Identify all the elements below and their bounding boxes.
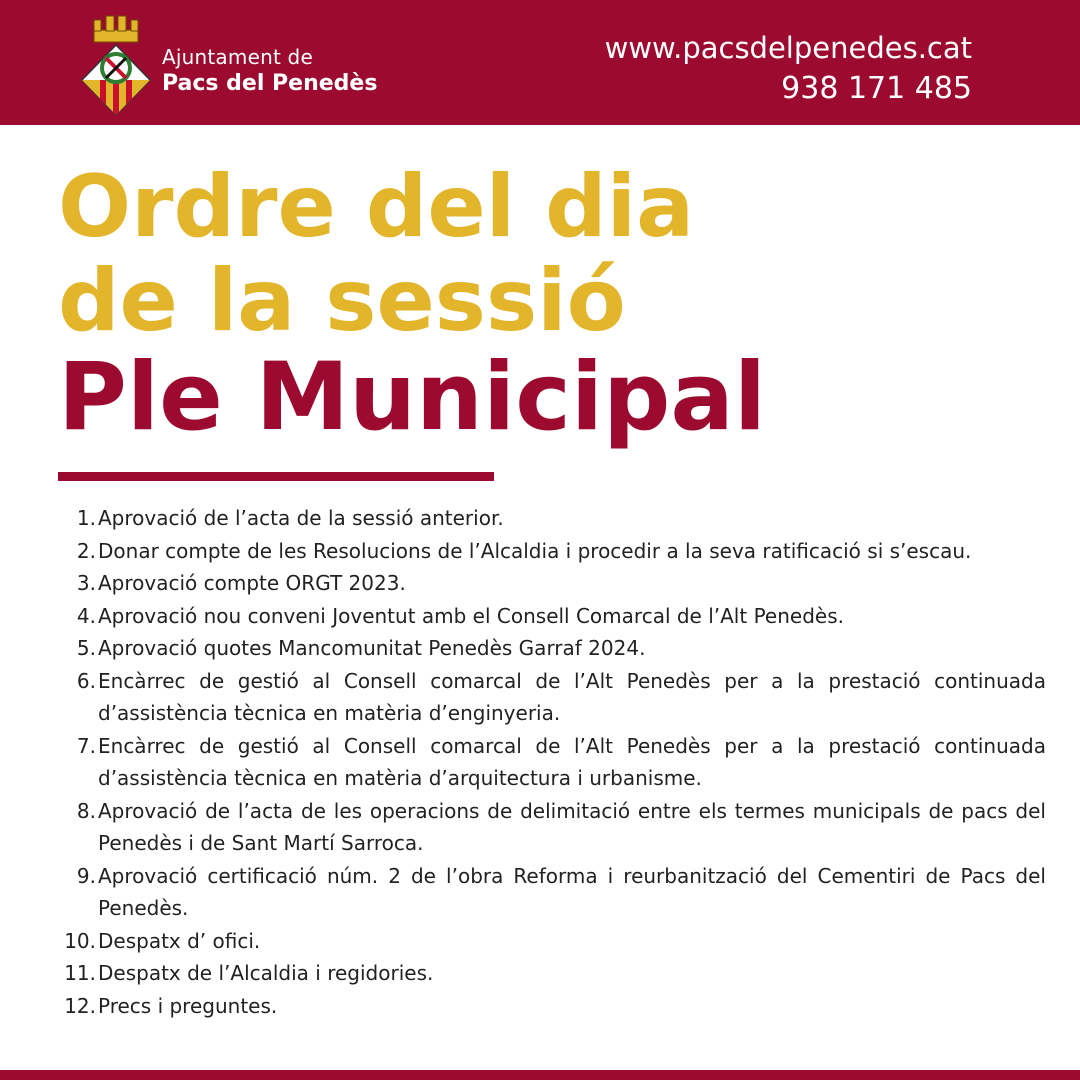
agenda-item xyxy=(58,632,1046,665)
agenda-item-text: Aprovació certificació núm. 2 de l’obra Reforma i reurbanització del Cementiri de Pacs del Penedès. xyxy=(98,863,1046,920)
agenda-item xyxy=(58,990,1046,1023)
agenda-item xyxy=(58,665,1046,730)
title-divider xyxy=(58,472,494,481)
org-name-line1: Ajuntament de xyxy=(162,45,313,69)
agenda-item-text: Precs i preguntes. xyxy=(98,993,278,1018)
agenda-item-number: 5. xyxy=(76,636,96,660)
agenda-item-text: Encàrrec de gestió al Consell comarcal de l’Alt Penedès per a la prestació continuada d’assistència tècnica en matèria d’enginyeria. xyxy=(98,668,1046,725)
footer-bar xyxy=(0,1070,1080,1080)
agenda-item xyxy=(58,795,1046,860)
agenda-item xyxy=(58,600,1046,633)
agenda-item-text: Aprovació quotes Mancomunitat Penedès Garraf 2024. xyxy=(98,636,646,660)
agenda-item-text: Aprovació compte ORGT 2023. xyxy=(98,571,406,595)
agenda-item-text: Despatx de l’Alcaldia i regidories. xyxy=(98,961,434,985)
page-title xyxy=(58,157,767,452)
agenda-item-number: 10. xyxy=(64,928,96,953)
agenda-item xyxy=(58,860,1046,925)
org-name-line2: Pacs del Penedès xyxy=(162,71,378,96)
agenda-item-text: Aprovació de l’acta de les operacions de delimitació entre els termes municipals de pacs del Penedès i de Sant Martí Sarroca. xyxy=(98,798,1046,855)
agenda-item-text: Aprovació nou conveni Joventut amb el Consell Comarcal de l’Alt Penedès. xyxy=(98,603,844,628)
agenda-item-number: 1. xyxy=(76,506,96,530)
agenda-item-text: Despatx d’ ofici. xyxy=(98,928,261,953)
agenda-item xyxy=(58,925,1046,958)
agenda-item-number: 2. xyxy=(76,538,96,563)
org-name xyxy=(162,44,377,98)
agenda-item-number: 11. xyxy=(64,961,96,985)
agenda-item-number: 9. xyxy=(76,863,96,888)
agenda-item-text: Aprovació de l’acta de la sessió anterior. xyxy=(98,506,504,530)
title-line-3: Ple Municipal xyxy=(58,343,767,452)
agenda-item-number: 7. xyxy=(76,733,96,758)
phone-number: 938 171 485 xyxy=(781,71,972,106)
header-bar xyxy=(0,0,1080,125)
agenda-item-number: 12. xyxy=(64,993,96,1018)
agenda-item xyxy=(58,502,1046,535)
agenda-item-number: 3. xyxy=(76,571,96,595)
agenda-item-number: 6. xyxy=(76,668,96,693)
agenda-item xyxy=(58,730,1046,795)
agenda-item xyxy=(58,567,1046,600)
title-line-1: Ordre del dia xyxy=(58,157,695,257)
agenda-item-text: Encàrrec de gestió al Consell comarcal de l’Alt Penedès per a la prestació continuada d’assistència tècnica en matèria d’arquitectura i urbanisme. xyxy=(98,733,1046,790)
agenda-item-text: Donar compte de les Resolucions de l’Alcaldia i procedir a la seva ratificació si s’escau. xyxy=(98,538,972,563)
agenda-item xyxy=(58,957,1046,990)
agenda-item xyxy=(58,535,1046,568)
municipal-coat-of-arms-icon xyxy=(80,12,152,122)
agenda-item-number: 8. xyxy=(76,798,96,823)
website-link[interactable]: www.pacsdelpenedes.cat xyxy=(604,31,972,65)
agenda-list xyxy=(58,502,1046,1022)
contact-info xyxy=(605,28,972,110)
agenda-item-number: 4. xyxy=(76,603,96,628)
title-line-2: de la sessió xyxy=(58,251,626,351)
